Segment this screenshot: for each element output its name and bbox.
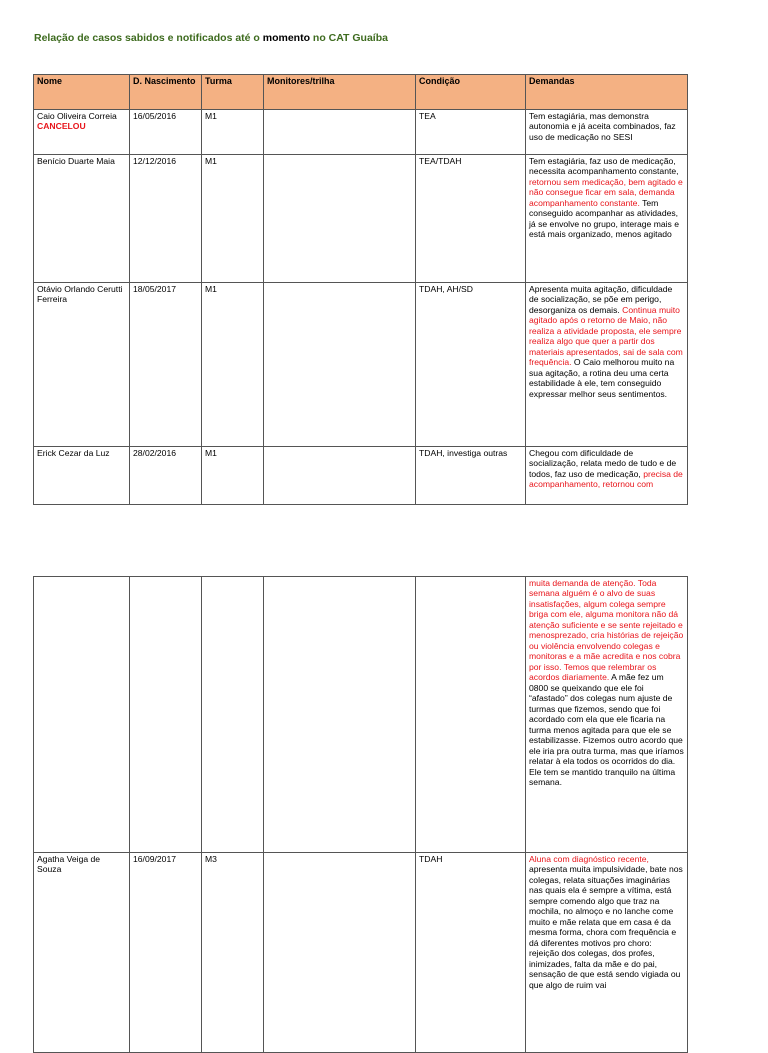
- cell-monitores: [264, 155, 416, 283]
- cell-condicao: TDAH, AH/SD: [416, 283, 526, 447]
- cell-condicao: [416, 577, 526, 853]
- cell-demandas: [526, 110, 688, 155]
- cell-demandas: [526, 577, 688, 853]
- cell-nome: Erick Cezar da Luz: [34, 447, 130, 505]
- table-header-row: [34, 75, 688, 110]
- cell-monitores: [264, 283, 416, 447]
- column-header-monitores: Monitores/trilha: [264, 75, 416, 110]
- cell-demandas: [526, 155, 688, 283]
- cell-nascimento: [130, 577, 202, 853]
- cell-condicao: TDAH, investiga outras: [416, 447, 526, 505]
- cell-nascimento: 28/02/2016: [130, 447, 202, 505]
- cell-nome: [34, 577, 130, 853]
- demandas-text: apresenta muita impulsividade, bate nos colegas, relata situações imaginárias nas quais ela é sempre a vítima, está sempre comendo algo que traz na mochila, no almoço e no lanche come muito e mãe relata que em casa é da mesma forma, chora com frequência e dá diferentes motivos pro choro: rejeição dos colegas, dos profes, inimizades, falta da mãe e do pai, sensação de que está sendo vigiada ou que algo de ruim vai: [529, 864, 683, 990]
- cell-condicao: TEA: [416, 110, 526, 155]
- cell-nome: Agatha Veiga de Souza: [34, 853, 130, 1053]
- cell-demandas: [526, 447, 688, 505]
- cell-turma: M3: [202, 853, 264, 1053]
- demandas-highlight: precisa de acompanhamento, retornou com: [529, 468, 683, 490]
- status-cancelled: CANCELOU: [37, 121, 86, 132]
- demandas-highlight: retornou sem medicação, bem agitado e não consegue ficar em sala, demanda acompanhamento constante.: [529, 176, 683, 208]
- table-row: [34, 853, 688, 1053]
- column-header-turma: Turma: [202, 75, 264, 110]
- cell-nome: Otávio Orlando Cerutti Ferreira: [34, 283, 130, 447]
- table-row: [34, 577, 688, 853]
- demandas-text: Tem conseguido acompanhar as atividades, já se envolve no grupo, interage mais e está mais organizado, menos agitado: [529, 197, 680, 240]
- cell-nome: [34, 110, 130, 155]
- cell-monitores: [264, 110, 416, 155]
- student-name: Caio Oliveira Correia: [37, 111, 117, 121]
- table-row: [34, 155, 688, 283]
- cell-monitores: [264, 577, 416, 853]
- demandas-text: O Caio melhorou muito na sua agitação, a rotina deu uma certa estabilidade à ele, tem conseguido expressar melhor seus sentimentos.: [529, 357, 675, 399]
- cell-turma: M1: [202, 283, 264, 447]
- cell-monitores: [264, 853, 416, 1053]
- cell-nascimento: 16/09/2017: [130, 853, 202, 1053]
- cell-condicao: TEA/TDAH: [416, 155, 526, 283]
- demandas-highlight: Continua muito agitado após o retorno de Maio, não realiza a atividade proposta, ele sempre realiza algo que quer a partir dos materiais apresentados, sai de sala com frequência.: [529, 304, 683, 368]
- cell-turma: M1: [202, 155, 264, 283]
- cell-condicao: TDAH: [416, 853, 526, 1053]
- table-row: [34, 447, 688, 505]
- cell-nome: Benício Duarte Maia: [34, 155, 130, 283]
- page-title: Relação de casos sabidos e notificados até o momento no CAT Guaíba: [34, 32, 388, 44]
- cell-nascimento: 12/12/2016: [130, 155, 202, 283]
- cases-table: [33, 74, 688, 505]
- cell-monitores: [264, 447, 416, 505]
- cell-turma: M1: [202, 110, 264, 155]
- demandas-text: Tem estagiária, mas demonstra autonomia e já aceita combinados, faz uso de medicação no SESI: [529, 111, 676, 142]
- cell-turma: M1: [202, 447, 264, 505]
- cell-turma: [202, 577, 264, 853]
- demandas-highlight: muita demanda de atenção. Toda semana alguém é o alvo de suas insatisfações, algum colega sempre briga com ele, alguma monitora não dá atenção suficiente e se sente rejeitado e menosprezado, cria histórias de rejeição ou violência envolvendo colegas e monitoras e a mãe acredita e nos cobra por isso. Temos que relembrar os acordos diariamente.: [529, 578, 684, 683]
- demandas-text: Apresenta muita agitação, dificuldade de socialização, se põe em perigo, desorganiza os demais.: [529, 284, 673, 315]
- cell-nascimento: 18/05/2017: [130, 283, 202, 447]
- column-header-condicao: Condição: [416, 75, 526, 110]
- column-header-nome: Nome: [34, 75, 130, 110]
- demandas-text: Chegou com dificuldade de socialização, relata medo de tudo e de todos, faz uso de medicação,: [529, 448, 677, 479]
- cell-demandas: [526, 853, 688, 1053]
- cell-nascimento: 16/05/2016: [130, 110, 202, 155]
- table-row: [34, 283, 688, 447]
- column-header-demandas: Demandas: [526, 75, 688, 110]
- demandas-text: Tem estagiária, faz uso de medicação, necessita acompanhamento constante,: [529, 156, 679, 177]
- cases-table-continued: [33, 576, 688, 1053]
- cell-demandas: [526, 283, 688, 447]
- table-row: [34, 110, 688, 155]
- demandas-text: A mãe fez um 0800 se queixando que ele foi “afastado” dos colegas num ajuste de turmas que fizemos, sendo que foi acordado com ela que ele ficaria na turma menos agitada para que ele se estabilizasse. Fizemos outro acordo que ele iria pra outra turma, mas que iríamos relatar à ela todos os ocorridos do dia. Ele tem se mantido tranquilo na última semana.: [529, 672, 684, 788]
- column-header-nascimento: D. Nascimento: [130, 75, 202, 110]
- demandas-highlight: Aluna com diagnóstico recente,: [529, 854, 649, 864]
